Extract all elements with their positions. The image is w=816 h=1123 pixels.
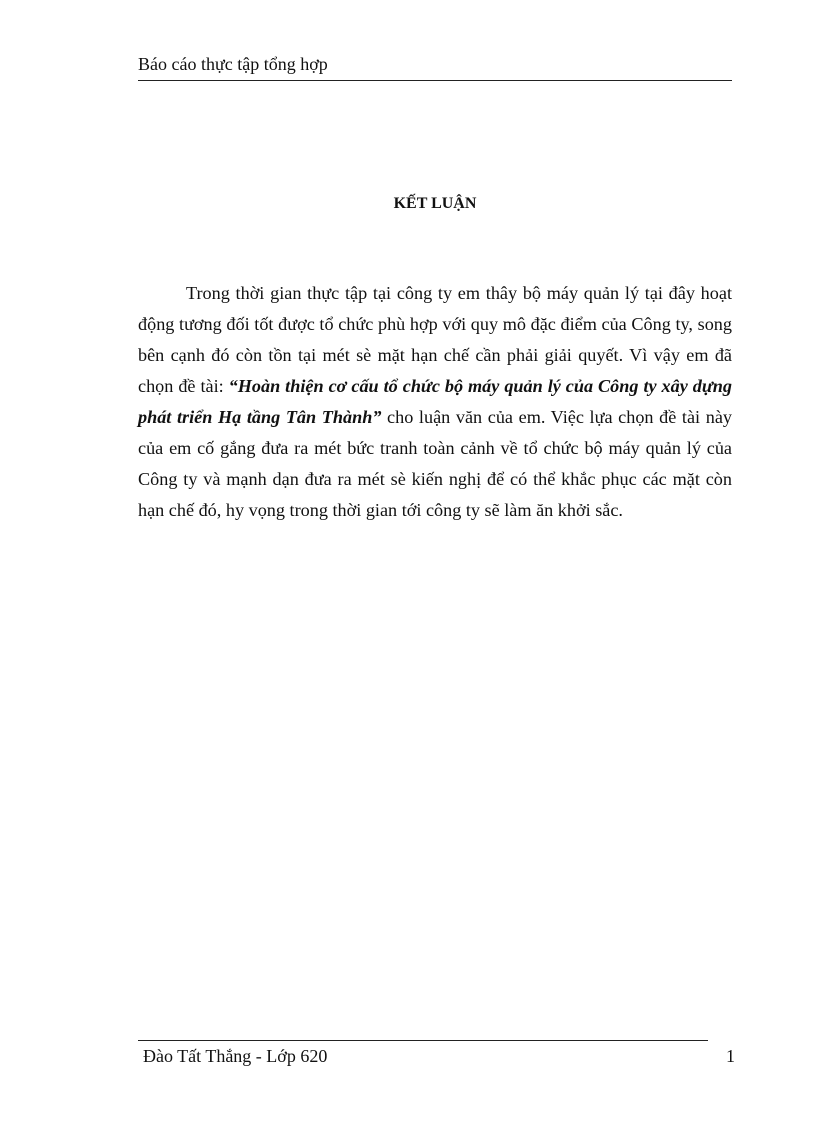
header-divider — [138, 80, 732, 81]
footer-divider — [138, 1040, 708, 1041]
thesis-title: “Hoàn thiện cơ cấu tổ chức bộ máy quản lý của Công ty xây dựng phát triển Hạ tầng Tân Thành” — [138, 376, 732, 428]
conclusion-paragraph — [138, 278, 732, 526]
page-header: Báo cáo thực tập tổng hợp — [138, 54, 328, 74]
page-footer-author: Đào Tất Thắng - Lớp 620 — [143, 1046, 328, 1066]
paragraph-text-end: cho luận văn của em. Việc lựa chọn đề tài này của em cố gắng đưa ra mét bức tranh toàn cảnh về tổ chức bộ máy quản lý của Công ty và mạnh dạn đưa ra mét sè kiến nghị để có thể khắc phục các mặt còn hạn chế đó, hy vọng trong thời gian tới công ty sẽ làm ăn khởi sắc. — [138, 407, 732, 521]
paragraph-text-start: Trong thời gian thực tập tại công ty em thây bộ máy quản lý tại đây hoạt động tương đối tốt được tổ chức phù hợp với quy mô đặc điểm của Công ty, song bên cạnh đó còn tồn tại mét sè mặt hạn chế cần phải giải quyết. Vì vậy em đã chọn đề tài: — [138, 283, 732, 397]
section-heading: KẾT LUẬN — [393, 195, 477, 212]
page-number: 1 — [726, 1046, 735, 1066]
